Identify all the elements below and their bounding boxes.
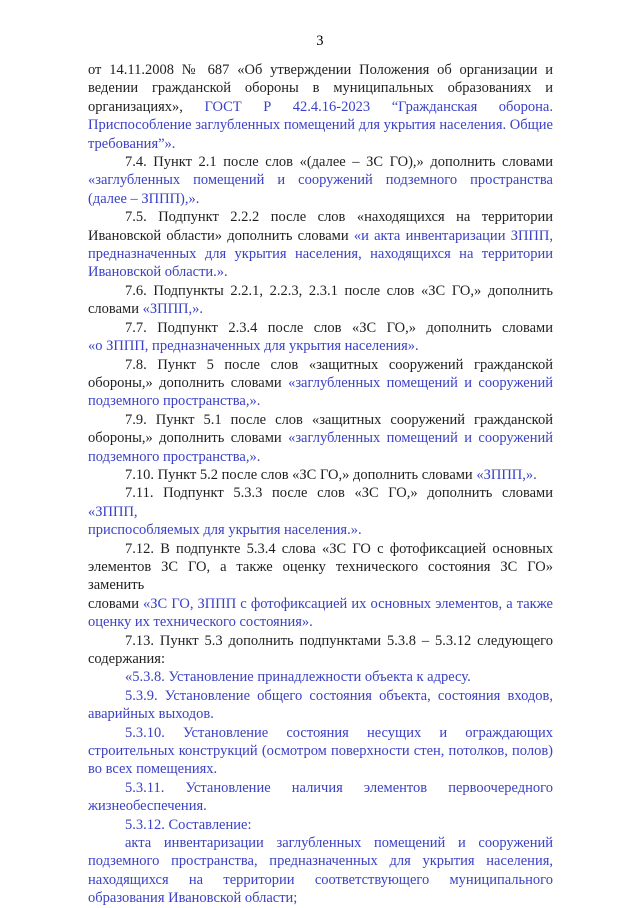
text-line: [88, 208, 553, 226]
paragraph: [88, 282, 553, 319]
inserted-text-segment: «5.3.8. Установление принадлежности объекта к адресу.: [125, 669, 471, 686]
inserted-text-segment: «заглубленных помещений и сооружений: [288, 430, 553, 447]
text-line: [88, 650, 553, 668]
text-line: [88, 448, 553, 466]
paragraph: [88, 411, 553, 466]
page-number: 3: [316, 33, 324, 49]
inserted-text-segment: оценку их технического состояния».: [88, 614, 313, 631]
inserted-text-segment: акта инвентаризации заглубленных помещений и сооружений: [125, 835, 553, 852]
text-segment: 7.8. Пункт 5 после слов «защитных сооружений гражданской: [125, 356, 553, 373]
inserted-text-segment: «ЗППП,».: [142, 301, 204, 318]
text-segment: 7.9. Пункт 5.1 после слов «защитных сооружений гражданской: [125, 411, 553, 428]
inserted-text-segment: ГОСТ Р 42.4.16-2023 “Гражданская оборона.: [204, 98, 553, 115]
text-line: [88, 392, 553, 410]
text-segment: словами: [88, 595, 144, 612]
text-line: [88, 816, 553, 834]
inserted-text-segment: 5.3.12. Составление:: [125, 816, 252, 833]
inserted-text-segment: жизнеобеспечения.: [88, 798, 207, 815]
text-line: [88, 98, 553, 116]
text-segment: организациях»,: [88, 98, 205, 115]
inserted-text-segment: требования”».: [88, 135, 176, 152]
inserted-text-segment: «ЗППП,».: [476, 466, 537, 483]
inserted-text-segment: подземного пространства, предназначенных для укрытия населения,: [88, 853, 553, 870]
text-segment: 7.12. В подпункте 5.3.4 слова «ЗС ГО с фотофиксацией основных: [125, 540, 553, 557]
inserted-text-segment: находящихся на территории соответствующего муниципального: [88, 871, 553, 888]
paragraph: [88, 816, 553, 834]
inserted-text-segment: 5.3.10. Установление состояния несущих и ограждающих: [125, 724, 553, 741]
inserted-text-segment: строительных конструкций (осмотром поверхности стен, потолков, полов): [88, 743, 553, 760]
text-segment: 7.7. Подпункт 2.3.4 после слов «ЗС ГО,» дополнить словами: [125, 319, 553, 336]
text-line: [88, 760, 553, 778]
inserted-text-segment: подземного пространства,».: [88, 393, 261, 410]
paragraph: [88, 540, 553, 632]
text-segment: ведении гражданской обороны в муниципальных образованиях и: [88, 80, 553, 97]
text-line: [88, 429, 553, 447]
text-line: [88, 356, 553, 374]
text-line: [88, 687, 553, 705]
inserted-text-segment: предназначенных для укрытия населения, находящихся на территории: [88, 246, 553, 263]
paragraph: [88, 61, 553, 153]
inserted-text-segment: «и акта инвентаризации ЗППП,: [353, 227, 553, 244]
text-line: [88, 632, 553, 650]
text-line: [88, 79, 553, 97]
text-segment: 7.13. Пункт 5.3 дополнить подпунктами 5.3.8 – 5.3.12 следующего: [125, 632, 553, 649]
inserted-text-segment: «о ЗППП, предназначенных для укрытия населения».: [88, 338, 419, 355]
inserted-text-segment: Ивановской области.».: [88, 264, 228, 281]
document-body: [88, 61, 553, 908]
text-line: [88, 300, 553, 318]
text-line: [88, 742, 553, 760]
inserted-text-segment: «заглубленных помещений и сооружений подземного пространства: [88, 172, 553, 189]
text-line: [88, 724, 553, 742]
text-line: [88, 245, 553, 263]
inserted-text-segment: (далее – ЗППП),».: [88, 190, 200, 207]
inserted-text-segment: во всех помещениях.: [88, 761, 218, 778]
text-line: [88, 282, 553, 300]
paragraph: [88, 779, 553, 816]
text-line: [88, 263, 553, 281]
text-line: [88, 153, 553, 171]
text-line: [88, 595, 553, 613]
paragraph: [88, 153, 553, 208]
inserted-text-segment: аварийных выходов.: [88, 706, 214, 723]
text-segment: содержания:: [88, 651, 166, 667]
text-segment: обороны,» дополнить словами: [88, 430, 289, 447]
paragraph: [88, 319, 553, 356]
text-segment: 7.10. Пункт 5.2 после слов «ЗС ГО,» дополнить словами: [125, 466, 477, 483]
paragraph: [88, 687, 553, 724]
text-segment: 7.6. Подпункты 2.2.1, 2.2.3, 2.3.1 после слов «ЗС ГО,» дополнить: [125, 282, 553, 299]
text-segment: 7.4. Пункт 2.1 после слов «(далее – ЗС ГО),» дополнить словами: [125, 154, 553, 171]
text-line: [88, 374, 553, 392]
text-line: [88, 705, 553, 723]
text-segment: 7.11. Подпункт 5.3.3 после слов «ЗС ГО,» дополнить словами: [125, 485, 553, 502]
paragraph: [88, 632, 553, 669]
paragraph: [88, 356, 553, 411]
inserted-text-segment: приспособляемых для укрытия населения.».: [88, 522, 362, 539]
text-line: [88, 834, 553, 852]
text-segment: элементов ЗС ГО, а также оценку технического состояния ЗС ГО» заменить: [88, 558, 553, 594]
inserted-text-segment: образования Ивановской области;: [88, 890, 298, 907]
text-line: [88, 319, 553, 337]
text-line: [88, 190, 553, 208]
text-line: [88, 521, 553, 539]
text-line: [88, 466, 553, 484]
inserted-text-segment: Приспособление заглубленных помещений для укрытия населения. Общие: [88, 117, 553, 134]
text-line: [88, 484, 553, 521]
paragraph: [88, 208, 553, 282]
paragraph: [88, 834, 553, 908]
inserted-text-segment: «ЗППП,: [88, 503, 138, 520]
text-line: [88, 171, 553, 189]
text-line: [88, 61, 553, 79]
inserted-text-segment: 5.3.9. Установление общего состояния объекта, состояния входов,: [125, 687, 553, 704]
text-line: [88, 668, 553, 686]
text-segment: 7.5. Подпункт 2.2.2 после слов «находящихся на территории: [125, 209, 553, 226]
text-line: [88, 871, 553, 889]
inserted-text-segment: «ЗС ГО, ЗППП с фотофиксацией их основных элементов, а также: [143, 595, 553, 612]
paragraph: [88, 484, 553, 539]
text-line: [88, 613, 553, 631]
text-segment: обороны,» дополнить словами: [88, 374, 289, 391]
paragraph: [88, 668, 553, 686]
text-line: [88, 852, 553, 870]
text-line: [88, 411, 553, 429]
text-line: [88, 797, 553, 815]
text-line: [88, 337, 553, 355]
text-line: [88, 540, 553, 558]
text-line: [88, 227, 553, 245]
inserted-text-segment: подземного пространства,».: [88, 448, 261, 465]
paragraph: [88, 724, 553, 779]
text-segment: словами: [88, 301, 143, 318]
text-line: [88, 779, 553, 797]
inserted-text-segment: 5.3.11. Установление наличия элементов первоочередного: [125, 779, 553, 796]
text-line: [88, 116, 553, 134]
text-line: [88, 558, 553, 595]
text-line: [88, 135, 553, 153]
paragraph: [88, 466, 553, 484]
text-segment: Ивановской области» дополнить словами: [88, 227, 354, 244]
inserted-text-segment: «заглубленных помещений и сооружений: [288, 374, 553, 391]
text-segment: от 14.11.2008 № 687 «Об утверждении Положения об организации и: [88, 62, 553, 78]
